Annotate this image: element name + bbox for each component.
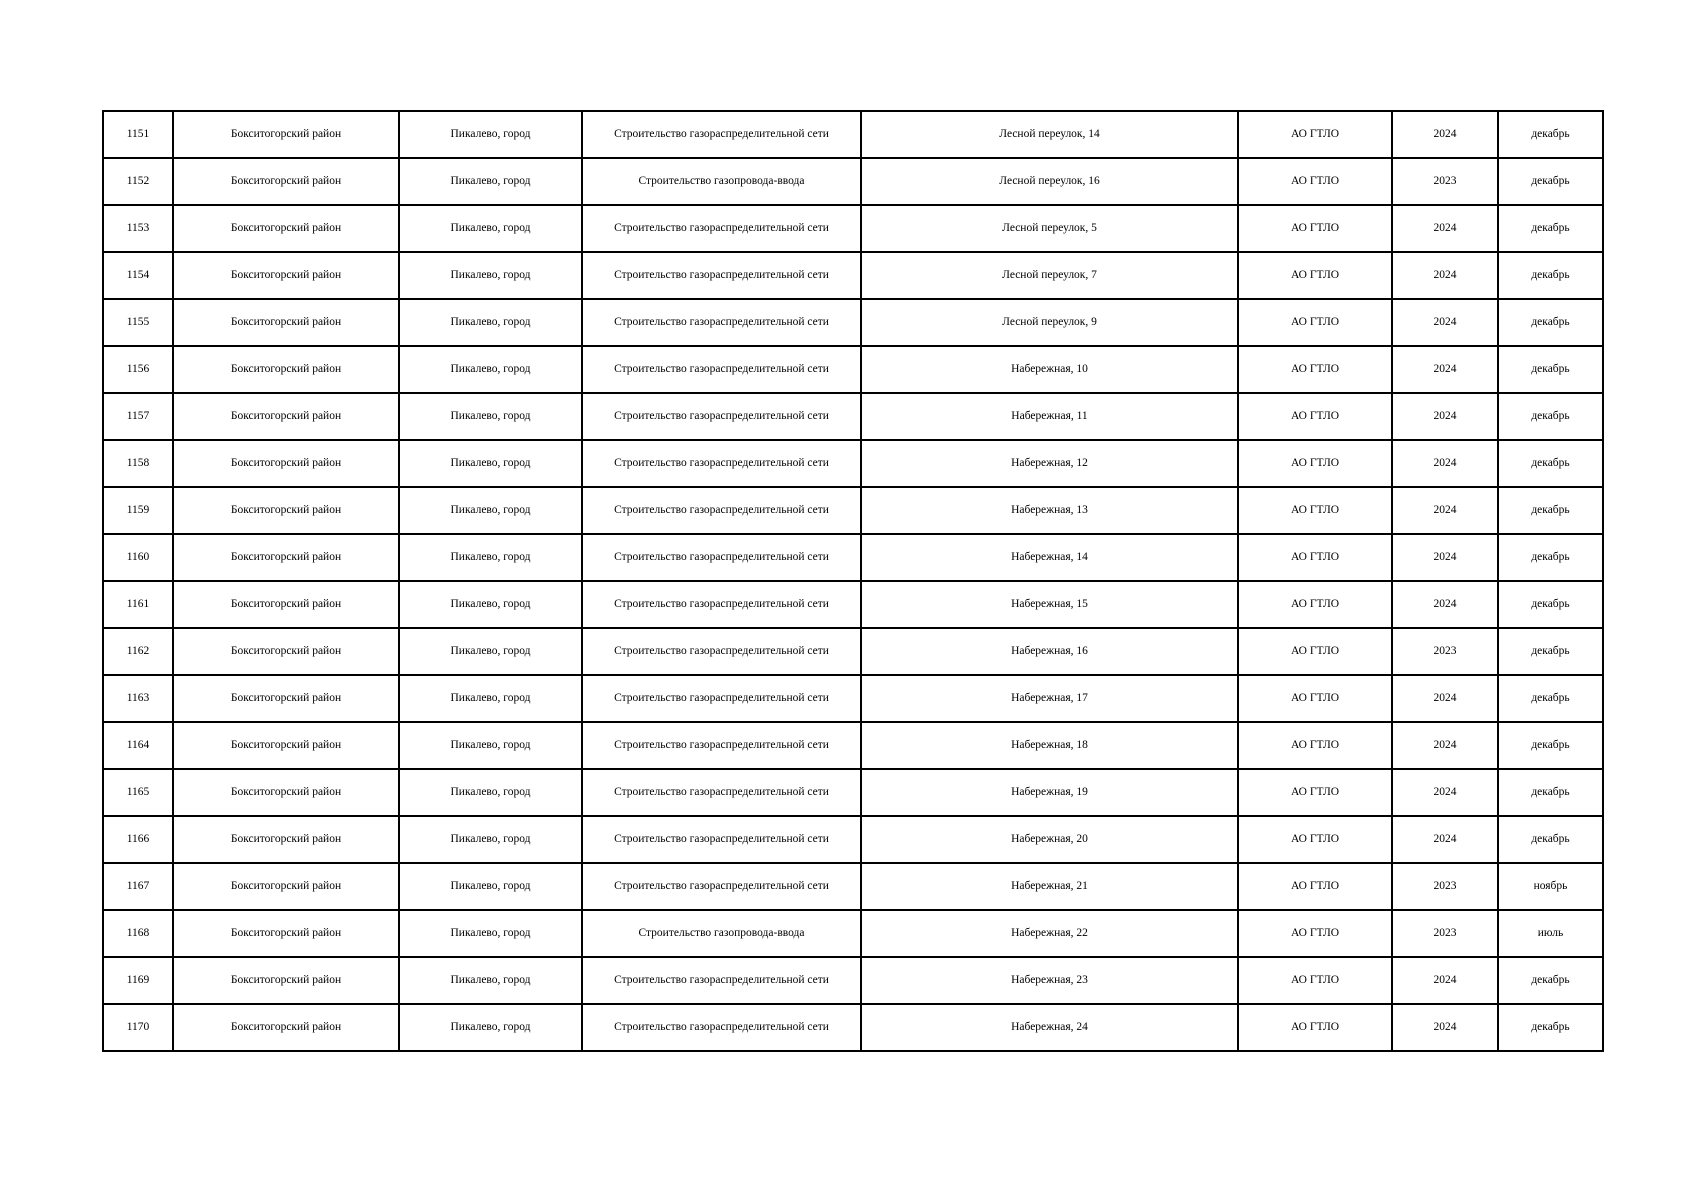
gasification-table: [102, 110, 1604, 1052]
cell-town: Пикалево, город: [399, 487, 582, 534]
cell-organization: АО ГТЛО: [1238, 111, 1392, 158]
cell-work-type: Строительство газораспределительной сети: [582, 252, 861, 299]
cell-row-number: 1158: [103, 440, 173, 487]
cell-row-number: 1156: [103, 346, 173, 393]
cell-district: Бокситогорский район: [173, 534, 399, 581]
table-row: [103, 816, 1603, 863]
table-row: [103, 628, 1603, 675]
cell-month: декабрь: [1498, 393, 1603, 440]
table-row: [103, 440, 1603, 487]
cell-row-number: 1166: [103, 816, 173, 863]
cell-district: Бокситогорский район: [173, 346, 399, 393]
cell-year: 2023: [1392, 628, 1498, 675]
cell-row-number: 1161: [103, 581, 173, 628]
cell-district: Бокситогорский район: [173, 957, 399, 1004]
cell-year: 2024: [1392, 299, 1498, 346]
cell-town: Пикалево, город: [399, 158, 582, 205]
cell-district: Бокситогорский район: [173, 440, 399, 487]
cell-town: Пикалево, город: [399, 534, 582, 581]
cell-row-number: 1159: [103, 487, 173, 534]
table-row: [103, 205, 1603, 252]
cell-address: Набережная, 21: [861, 863, 1238, 910]
cell-month: декабрь: [1498, 534, 1603, 581]
cell-district: Бокситогорский район: [173, 111, 399, 158]
cell-month: декабрь: [1498, 440, 1603, 487]
cell-year: 2024: [1392, 581, 1498, 628]
cell-row-number: 1170: [103, 1004, 173, 1051]
cell-town: Пикалево, город: [399, 910, 582, 957]
cell-year: 2024: [1392, 534, 1498, 581]
cell-work-type: Строительство газораспределительной сети: [582, 205, 861, 252]
cell-town: Пикалево, город: [399, 863, 582, 910]
cell-town: Пикалево, город: [399, 205, 582, 252]
cell-district: Бокситогорский район: [173, 769, 399, 816]
cell-year: 2024: [1392, 111, 1498, 158]
cell-address: Набережная, 13: [861, 487, 1238, 534]
cell-month: декабрь: [1498, 487, 1603, 534]
cell-month: декабрь: [1498, 111, 1603, 158]
cell-organization: АО ГТЛО: [1238, 487, 1392, 534]
cell-year: 2024: [1392, 440, 1498, 487]
table-row: [103, 581, 1603, 628]
cell-month: июль: [1498, 910, 1603, 957]
cell-organization: АО ГТЛО: [1238, 534, 1392, 581]
cell-district: Бокситогорский район: [173, 1004, 399, 1051]
cell-organization: АО ГТЛО: [1238, 628, 1392, 675]
cell-organization: АО ГТЛО: [1238, 299, 1392, 346]
cell-row-number: 1165: [103, 769, 173, 816]
cell-town: Пикалево, город: [399, 299, 582, 346]
cell-year: 2024: [1392, 252, 1498, 299]
cell-year: 2023: [1392, 910, 1498, 957]
table-row: [103, 252, 1603, 299]
cell-month: декабрь: [1498, 158, 1603, 205]
table-row: [103, 1004, 1603, 1051]
cell-town: Пикалево, город: [399, 816, 582, 863]
cell-organization: АО ГТЛО: [1238, 722, 1392, 769]
cell-district: Бокситогорский район: [173, 675, 399, 722]
cell-month: декабрь: [1498, 346, 1603, 393]
cell-work-type: Строительство газопровода-ввода: [582, 158, 861, 205]
cell-town: Пикалево, город: [399, 675, 582, 722]
cell-work-type: Строительство газораспределительной сети: [582, 957, 861, 1004]
cell-town: Пикалево, город: [399, 722, 582, 769]
cell-month: декабрь: [1498, 816, 1603, 863]
cell-organization: АО ГТЛО: [1238, 957, 1392, 1004]
cell-address: Набережная, 24: [861, 1004, 1238, 1051]
table-row: [103, 299, 1603, 346]
cell-row-number: 1151: [103, 111, 173, 158]
cell-address: Набережная, 15: [861, 581, 1238, 628]
cell-address: Набережная, 20: [861, 816, 1238, 863]
cell-work-type: Строительство газопровода-ввода: [582, 910, 861, 957]
cell-district: Бокситогорский район: [173, 487, 399, 534]
cell-town: Пикалево, город: [399, 769, 582, 816]
table-row: [103, 393, 1603, 440]
cell-row-number: 1155: [103, 299, 173, 346]
cell-address: Набережная, 10: [861, 346, 1238, 393]
table-row: [103, 111, 1603, 158]
cell-work-type: Строительство газораспределительной сети: [582, 628, 861, 675]
cell-row-number: 1162: [103, 628, 173, 675]
cell-organization: АО ГТЛО: [1238, 863, 1392, 910]
cell-year: 2024: [1392, 769, 1498, 816]
cell-month: ноябрь: [1498, 863, 1603, 910]
table-row: [103, 722, 1603, 769]
cell-year: 2023: [1392, 158, 1498, 205]
table-row: [103, 534, 1603, 581]
cell-work-type: Строительство газораспределительной сети: [582, 111, 861, 158]
cell-district: Бокситогорский район: [173, 910, 399, 957]
cell-town: Пикалево, город: [399, 393, 582, 440]
cell-address: Набережная, 12: [861, 440, 1238, 487]
cell-row-number: 1167: [103, 863, 173, 910]
cell-month: декабрь: [1498, 628, 1603, 675]
cell-town: Пикалево, город: [399, 440, 582, 487]
table-body: [103, 111, 1603, 1051]
cell-district: Бокситогорский район: [173, 158, 399, 205]
table-row: [103, 910, 1603, 957]
cell-row-number: 1157: [103, 393, 173, 440]
cell-work-type: Строительство газораспределительной сети: [582, 440, 861, 487]
cell-organization: АО ГТЛО: [1238, 581, 1392, 628]
cell-district: Бокситогорский район: [173, 299, 399, 346]
cell-work-type: Строительство газораспределительной сети: [582, 816, 861, 863]
table-row: [103, 158, 1603, 205]
cell-organization: АО ГТЛО: [1238, 769, 1392, 816]
cell-organization: АО ГТЛО: [1238, 1004, 1392, 1051]
table-row: [103, 675, 1603, 722]
cell-row-number: 1168: [103, 910, 173, 957]
cell-work-type: Строительство газораспределительной сети: [582, 722, 861, 769]
cell-address: Набережная, 14: [861, 534, 1238, 581]
table-row: [103, 769, 1603, 816]
cell-year: 2024: [1392, 393, 1498, 440]
cell-year: 2024: [1392, 816, 1498, 863]
cell-district: Бокситогорский район: [173, 816, 399, 863]
cell-year: 2024: [1392, 205, 1498, 252]
cell-town: Пикалево, город: [399, 957, 582, 1004]
cell-district: Бокситогорский район: [173, 205, 399, 252]
cell-month: декабрь: [1498, 957, 1603, 1004]
cell-organization: АО ГТЛО: [1238, 393, 1392, 440]
cell-row-number: 1154: [103, 252, 173, 299]
table-row: [103, 487, 1603, 534]
cell-work-type: Строительство газораспределительной сети: [582, 675, 861, 722]
cell-month: декабрь: [1498, 675, 1603, 722]
cell-month: декабрь: [1498, 769, 1603, 816]
cell-district: Бокситогорский район: [173, 581, 399, 628]
cell-town: Пикалево, город: [399, 581, 582, 628]
cell-town: Пикалево, город: [399, 111, 582, 158]
cell-month: декабрь: [1498, 581, 1603, 628]
cell-organization: АО ГТЛО: [1238, 816, 1392, 863]
cell-organization: АО ГТЛО: [1238, 910, 1392, 957]
cell-year: 2023: [1392, 863, 1498, 910]
cell-address: Набережная, 19: [861, 769, 1238, 816]
cell-year: 2024: [1392, 1004, 1498, 1051]
cell-address: Лесной переулок, 5: [861, 205, 1238, 252]
cell-year: 2024: [1392, 487, 1498, 534]
cell-work-type: Строительство газораспределительной сети: [582, 534, 861, 581]
cell-town: Пикалево, город: [399, 1004, 582, 1051]
cell-month: декабрь: [1498, 1004, 1603, 1051]
cell-year: 2024: [1392, 675, 1498, 722]
cell-work-type: Строительство газораспределительной сети: [582, 769, 861, 816]
cell-work-type: Строительство газораспределительной сети: [582, 346, 861, 393]
cell-address: Набережная, 11: [861, 393, 1238, 440]
cell-address: Набережная, 16: [861, 628, 1238, 675]
cell-work-type: Строительство газораспределительной сети: [582, 487, 861, 534]
cell-year: 2024: [1392, 957, 1498, 1004]
cell-organization: АО ГТЛО: [1238, 675, 1392, 722]
cell-address: Лесной переулок, 9: [861, 299, 1238, 346]
cell-row-number: 1160: [103, 534, 173, 581]
cell-address: Лесной переулок, 7: [861, 252, 1238, 299]
cell-work-type: Строительство газораспределительной сети: [582, 1004, 861, 1051]
cell-month: декабрь: [1498, 722, 1603, 769]
cell-address: Набережная, 23: [861, 957, 1238, 1004]
cell-work-type: Строительство газораспределительной сети: [582, 863, 861, 910]
cell-district: Бокситогорский район: [173, 252, 399, 299]
cell-organization: АО ГТЛО: [1238, 205, 1392, 252]
cell-work-type: Строительство газораспределительной сети: [582, 581, 861, 628]
cell-month: декабрь: [1498, 252, 1603, 299]
table-row: [103, 346, 1603, 393]
table-row: [103, 957, 1603, 1004]
cell-row-number: 1169: [103, 957, 173, 1004]
cell-address: Набережная, 17: [861, 675, 1238, 722]
cell-town: Пикалево, город: [399, 252, 582, 299]
cell-organization: АО ГТЛО: [1238, 252, 1392, 299]
cell-town: Пикалево, город: [399, 628, 582, 675]
cell-row-number: 1164: [103, 722, 173, 769]
cell-district: Бокситогорский район: [173, 393, 399, 440]
cell-work-type: Строительство газораспределительной сети: [582, 299, 861, 346]
table-row: [103, 863, 1603, 910]
cell-organization: АО ГТЛО: [1238, 158, 1392, 205]
cell-work-type: Строительство газораспределительной сети: [582, 393, 861, 440]
cell-address: Набережная, 18: [861, 722, 1238, 769]
cell-district: Бокситогорский район: [173, 863, 399, 910]
cell-organization: АО ГТЛО: [1238, 346, 1392, 393]
cell-address: Набережная, 22: [861, 910, 1238, 957]
cell-organization: АО ГТЛО: [1238, 440, 1392, 487]
cell-address: Лесной переулок, 16: [861, 158, 1238, 205]
cell-month: декабрь: [1498, 205, 1603, 252]
cell-district: Бокситогорский район: [173, 628, 399, 675]
cell-year: 2024: [1392, 346, 1498, 393]
cell-district: Бокситогорский район: [173, 722, 399, 769]
cell-year: 2024: [1392, 722, 1498, 769]
cell-row-number: 1153: [103, 205, 173, 252]
cell-town: Пикалево, город: [399, 346, 582, 393]
cell-row-number: 1152: [103, 158, 173, 205]
cell-row-number: 1163: [103, 675, 173, 722]
cell-month: декабрь: [1498, 299, 1603, 346]
cell-address: Лесной переулок, 14: [861, 111, 1238, 158]
